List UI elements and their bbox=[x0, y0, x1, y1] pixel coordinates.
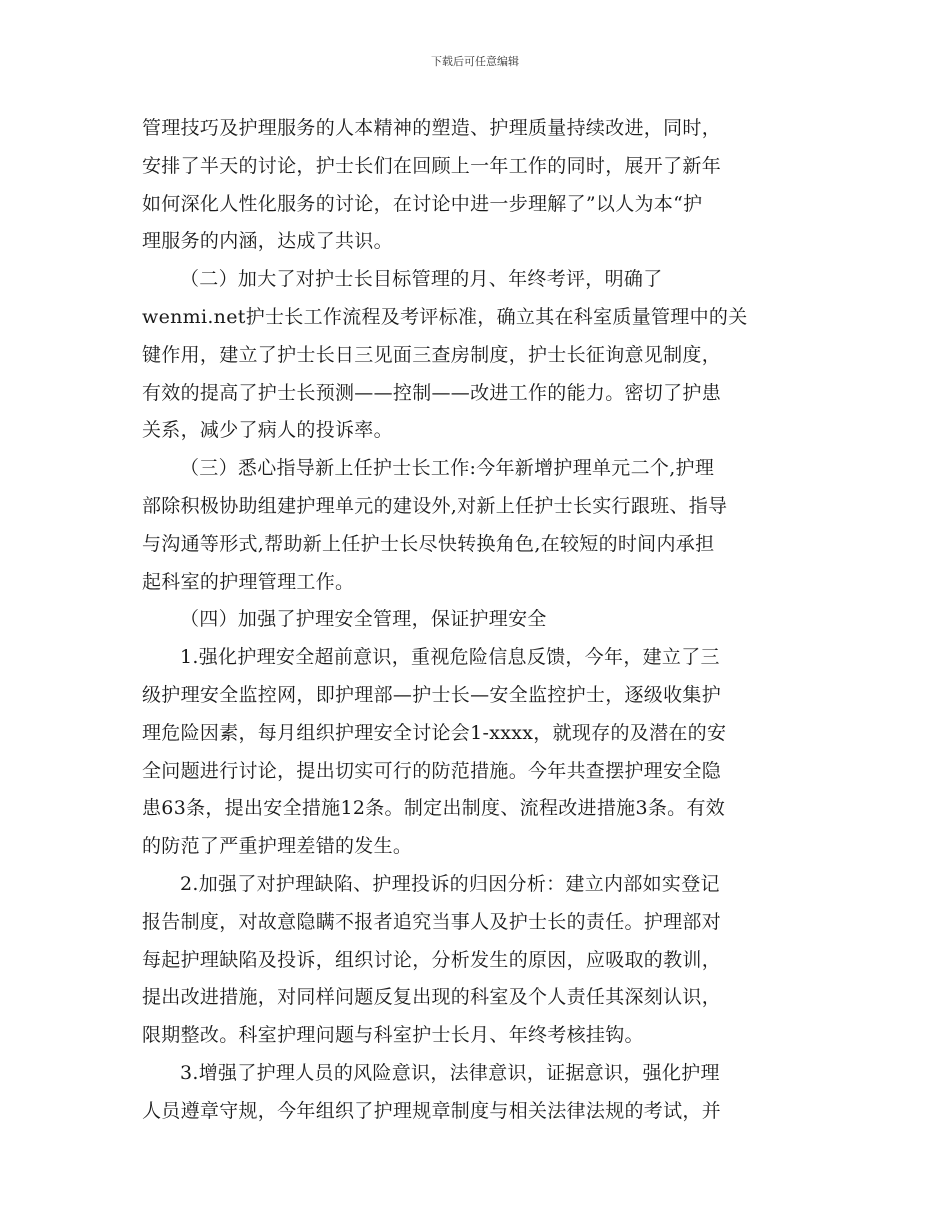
text-line: 如何深化人性化服务的讨论，在讨论中进一步理解了”以人为本“护 bbox=[142, 192, 703, 215]
text-line: 1.强化护理安全超前意识，重视危险信息反馈，今年，建立了三 bbox=[180, 646, 720, 669]
text-line: 人员遵章守规，今年组织了护理规章制度与相关法律法规的考试，并 bbox=[142, 1099, 722, 1122]
text-line: 有效的提高了护士长预测——控制——改进工作的能力。密切了护患 bbox=[142, 381, 722, 404]
text-line: 键作用，建立了护士长日三见面三查房制度，护士长征询意见制度， bbox=[142, 343, 722, 366]
text-line: wenmi.net护士长工作流程及考评标准，确立其在科室质量管理中的关 bbox=[142, 305, 748, 328]
text-line: 理服务的内涵，达成了共识。 bbox=[142, 230, 393, 253]
text-line: 全问题进行讨论，提出切实可行的防范措施。今年共查摆护理安全隐 bbox=[142, 759, 722, 782]
text-line: 3.增强了护理人员的风险意识，法律意识，证据意识，强化护理 bbox=[180, 1061, 720, 1084]
text-line: 部除积极协助组建护理单元的建设外,对新上任护士长实行跟班、指导 bbox=[142, 494, 728, 517]
page-header: 下载后可任意编辑 bbox=[431, 55, 519, 68]
text-line: 提出改进措施，对同样问题反复出现的科室及个人责任其深刻认识， bbox=[142, 986, 722, 1009]
text-line: 每起护理缺陷及投诉，组织讨论，分析发生的原因，应吸取的教训， bbox=[142, 948, 722, 971]
text-line: （四）加强了护理安全管理，保证护理安全 bbox=[180, 608, 547, 631]
text-line: 限期整改。科室护理问题与科室护士长月、年终考核挂钩。 bbox=[142, 1024, 644, 1047]
text-line: 报告制度，对故意隐瞒不报者追究当事人及护士长的责任。护理部对 bbox=[142, 910, 722, 933]
text-line: （三）悉心指导新上任护士长工作:今年新增护理单元二个,护理 bbox=[180, 457, 715, 480]
text-line: 起科室的护理管理工作。 bbox=[142, 570, 355, 593]
text-line: 安排了半天的讨论，护士长们在回顾上一年工作的同时，展开了新年 bbox=[142, 154, 722, 177]
text-line: 患63条，提出安全措施12条。制定出制度、流程改进措施3条。有效 bbox=[142, 797, 726, 820]
text-line: 关系，减少了病人的投诉率。 bbox=[142, 419, 393, 442]
text-line: 2.加强了对护理缺陷、护理投诉的归因分析：建立内部如实登记 bbox=[180, 872, 720, 895]
text-line: （二）加大了对护士长目标管理的月、年终考评，明确了 bbox=[180, 268, 663, 291]
text-line: 管理技巧及护理服务的人本精神的塑造、护理质量持续改进，同时， bbox=[142, 117, 722, 139]
text-line: 的防范了严重护理差错的发生。 bbox=[142, 835, 413, 858]
document-body bbox=[142, 110, 822, 1131]
text-line: 理危险因素，每月组织护理安全讨论会1-xxxx，就现存的及潜在的安 bbox=[142, 721, 727, 744]
text-line: 级护理安全监控网，即护理部—护士长—安全监控护士，逐级收集护 bbox=[142, 683, 722, 706]
text-line: 与沟通等形式,帮助新上任护士长尽快转换角色,在较短的时间内承担 bbox=[142, 532, 715, 555]
